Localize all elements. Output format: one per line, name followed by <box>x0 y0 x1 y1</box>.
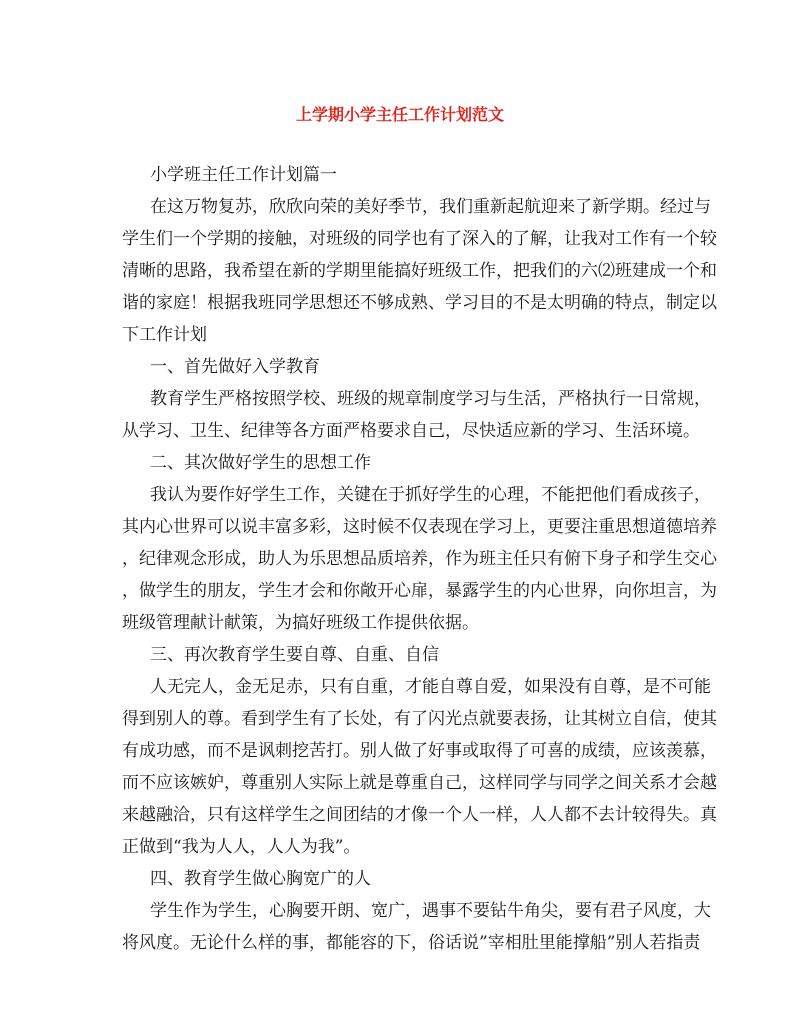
paragraph-line: 从学习、卫生、纪律等各方面严格要求自己，尽快适应新的学习、生活环境。 <box>122 421 700 441</box>
section-heading: 一、首先做好入学教育 <box>150 357 320 377</box>
paragraph-line: 将风度。无论什么样的事，都能容的下，俗话说”宰相肚里能撑船”别人若指责 <box>122 933 701 953</box>
paragraph-line: 来越融洽，只有这样学生之间团结的才像一个人一样，人人都不去计较得失。真 <box>122 805 717 825</box>
paragraph-line: 教育学生严格按照学校、班级的规章制度学习与生活，严格执行一日常规， <box>150 389 711 409</box>
document-body <box>122 159 717 959</box>
paragraph-line: 下工作计划 <box>122 325 207 345</box>
paragraph-line: 我认为要作好学生工作，关键在于抓好学生的心理，不能把他们看成孩子， <box>150 485 711 505</box>
paragraph-line: 而不应该嫉妒，尊重别人实际上就是尊重自己，这样同学与同学之间关系才会越 <box>122 773 717 793</box>
section-heading: 三、再次教育学生要自尊、自重、自信 <box>150 645 439 665</box>
section-subtitle: 小学班主任工作计划篇一 <box>150 165 337 185</box>
paragraph-line: ，做学生的朋友，学生才会和你敞开心扉，暴露学生的内心世界，向你坦言，为 <box>122 581 717 601</box>
section-heading: 四、教育学生做心胸宽广的人 <box>150 869 371 889</box>
paragraph-line: 得到别人的尊。看到学生有了长处，有了闪光点就要表扬，让其树立自信，使其 <box>122 709 717 729</box>
paragraph-line: 清晰的思路，我希望在新的学期里能搞好班级工作，把我们的六⑵班建成一个和 <box>122 261 717 281</box>
paragraph-line: 学生作为学生，心胸要开朗、宽广，遇事不要钻牛角尖，要有君子风度，大 <box>150 901 711 921</box>
paragraph-line: 谐的家庭！根据我班同学思想还不够成熟、学习目的不是太明确的特点，制定以 <box>122 293 717 313</box>
section-heading: 二、其次做好学生的思想工作 <box>150 453 371 473</box>
paragraph-line: 有成功感，而不是讽刺挖苦打。别人做了好事或取得了可喜的成绩，应该羡慕， <box>122 741 717 761</box>
paragraph-line: 学生们一个学期的接触，对班级的同学也有了深入的了解，让我对工作有一个较 <box>122 229 717 249</box>
paragraph-line: 正做到“我为人人，人人为我”。 <box>122 837 361 857</box>
paragraph-line: 班级管理献计献策，为搞好班级工作提供依据。 <box>122 613 479 633</box>
paragraph-line: 其内心世界可以说丰富多彩，这时候不仅表现在学习上，更要注重思想道德培养 <box>122 517 717 537</box>
paragraph-line: ，纪律观念形成，助人为乐思想品质培养，作为班主任只有俯下身子和学生交心 <box>122 549 717 569</box>
document-title: 上学期小学主任工作计划范文 <box>295 105 504 124</box>
paragraph-line: 在这万物复苏，欣欣向荣的美好季节，我们重新起航迎来了新学期。经过与 <box>150 197 711 217</box>
paragraph-line: 人无完人，金无足赤，只有自重，才能自尊自爱，如果没有自尊，是不可能 <box>150 677 711 697</box>
